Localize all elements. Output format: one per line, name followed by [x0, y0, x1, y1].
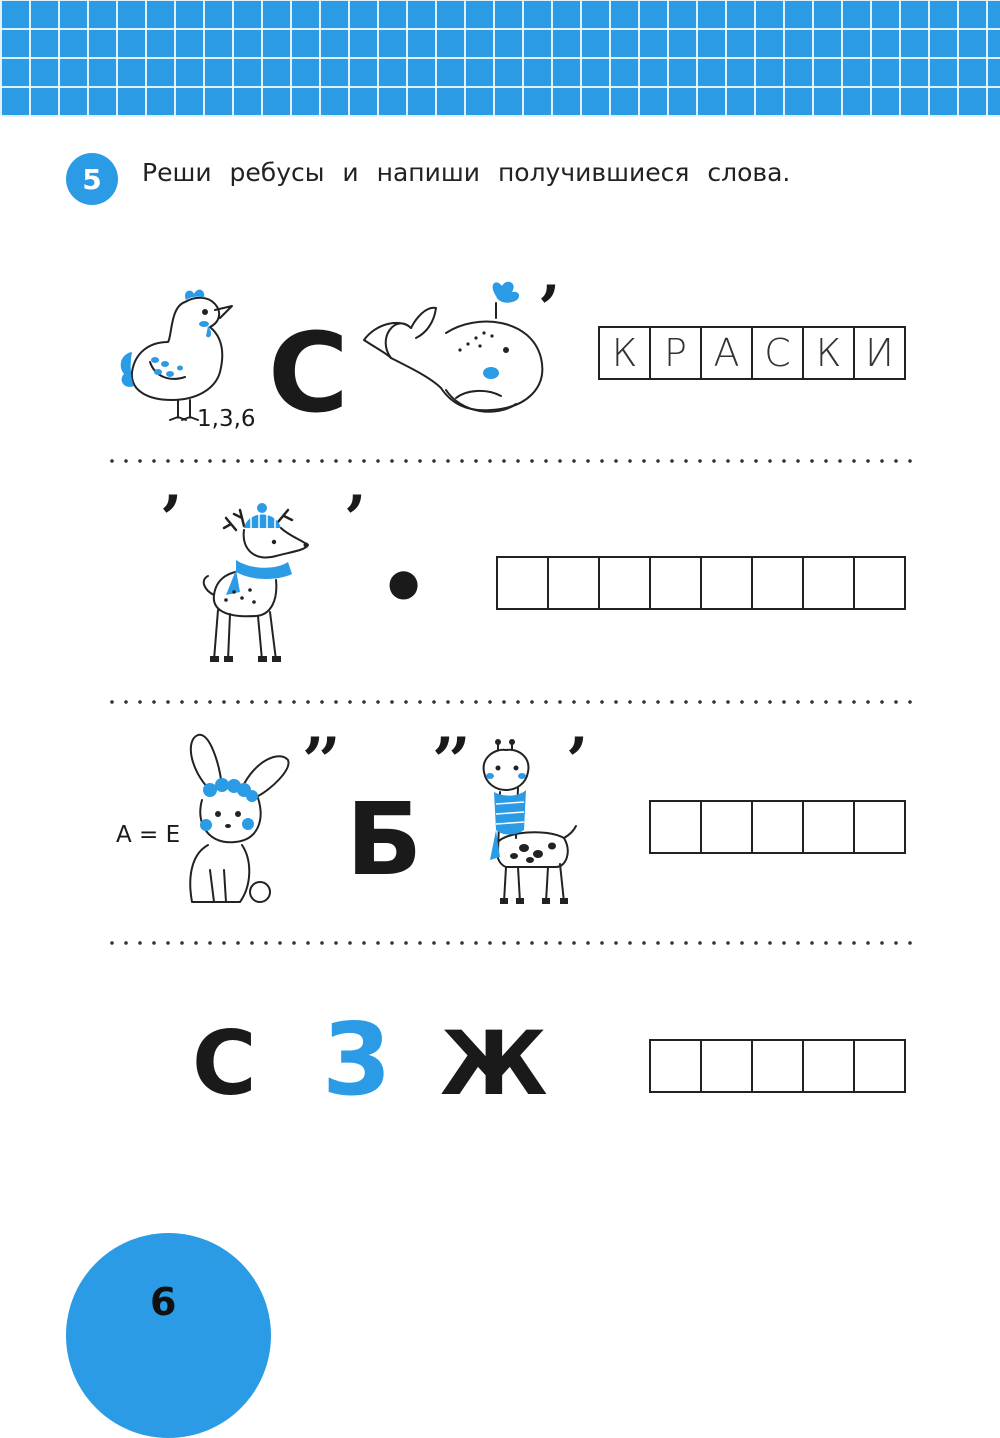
task-instruction: Реши ребусы и напиши получившиеся слова.	[142, 158, 791, 187]
grid-header-band	[0, 0, 1000, 117]
rebus2-comma-left: ’	[160, 482, 183, 557]
answer-box[interactable]	[855, 558, 904, 608]
answer-box[interactable]: К	[600, 328, 651, 378]
rebus1-comma: ’	[538, 272, 561, 347]
answer-box[interactable]	[651, 802, 702, 852]
answer-box[interactable]	[855, 1041, 904, 1091]
answer-boxes-4[interactable]	[649, 1039, 906, 1093]
rebus2-comma-right: ’	[344, 482, 367, 557]
answer-box[interactable]	[651, 1041, 702, 1091]
task-number-badge: 5	[66, 153, 118, 205]
page-number: 6	[150, 1280, 177, 1324]
answer-box[interactable]	[498, 558, 549, 608]
whale-icon	[356, 278, 556, 428]
rebus4-letter-1: С	[192, 1012, 257, 1115]
answer-box[interactable]	[651, 558, 702, 608]
answer-box[interactable]	[753, 558, 804, 608]
answer-box[interactable]	[549, 558, 600, 608]
dotted-divider	[105, 459, 920, 463]
answer-box[interactable]	[702, 558, 753, 608]
answer-box[interactable]	[600, 558, 651, 608]
rebus4-digit: 3	[322, 1001, 392, 1118]
answer-boxes-1[interactable]	[598, 326, 906, 380]
answer-box[interactable]	[804, 558, 855, 608]
rebus4-letter-2: Ж	[440, 1012, 548, 1115]
deer-icon	[196, 500, 326, 670]
answer-box[interactable]	[753, 802, 804, 852]
answer-box[interactable]	[753, 1041, 804, 1091]
answer-box[interactable]: К	[804, 328, 855, 378]
answer-boxes-2[interactable]	[496, 556, 906, 610]
rebus3-comma-end: ’	[566, 724, 589, 799]
page-number-circle	[66, 1233, 271, 1438]
dotted-divider	[105, 700, 920, 704]
rebus3-commas-1: ’’	[302, 724, 335, 799]
answer-box[interactable]	[804, 1041, 855, 1091]
rebus3-letter: Б	[346, 781, 423, 898]
hare-icon	[180, 730, 295, 910]
answer-box[interactable]: А	[702, 328, 753, 378]
dotted-divider	[105, 941, 920, 945]
answer-box[interactable]: И	[865, 331, 894, 375]
hen-letter-index: 1,3,6	[197, 406, 256, 432]
letter-substitution: А = Е	[116, 822, 181, 848]
answer-box[interactable]: С	[753, 328, 804, 378]
answer-box[interactable]	[702, 802, 753, 852]
answer-box[interactable]: Р	[651, 328, 702, 378]
answer-boxes-3[interactable]	[649, 800, 906, 854]
answer-box[interactable]	[702, 1041, 753, 1091]
rebus3-commas-2: ’’	[432, 724, 465, 799]
rebus2-dot: •	[378, 541, 430, 634]
rebus1-letter: С	[268, 309, 349, 437]
answer-box[interactable]	[855, 802, 904, 852]
answer-box[interactable]	[804, 802, 855, 852]
